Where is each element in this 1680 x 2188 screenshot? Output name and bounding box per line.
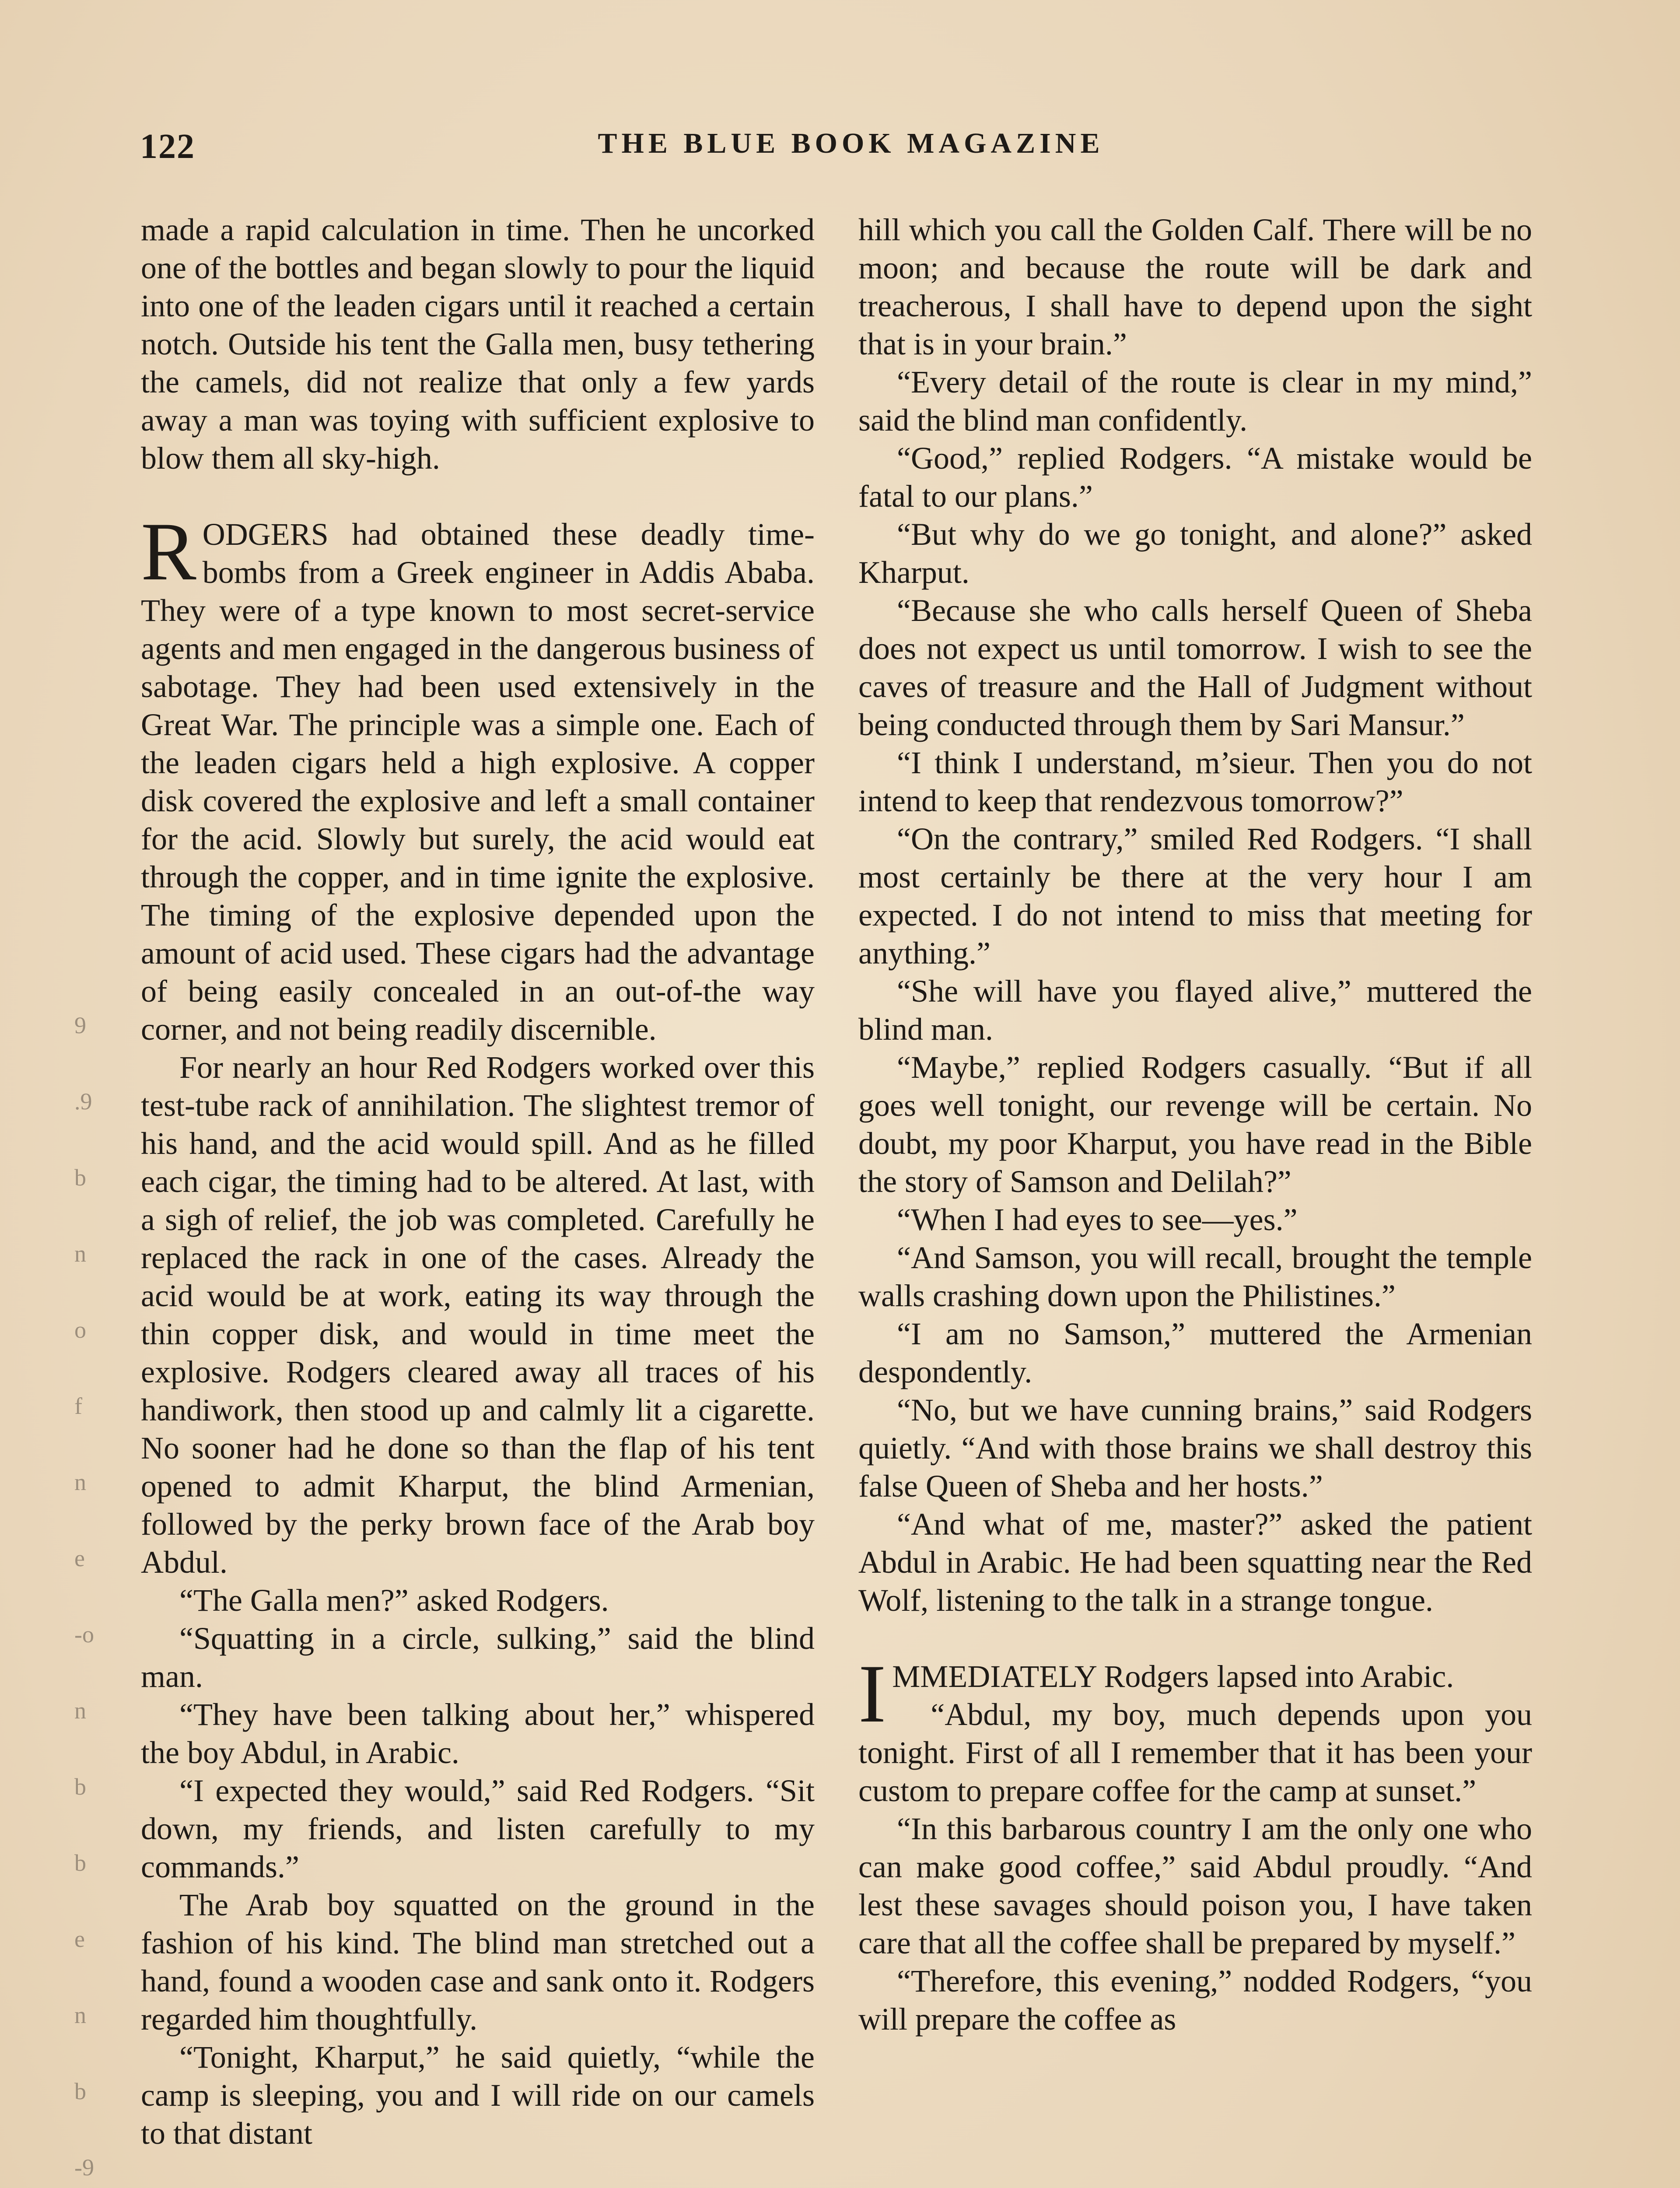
margin-mark: -9 bbox=[74, 2154, 94, 2181]
paragraph: “No, but we have cunning brains,” said Rodgers quietly. “And with those brains we shall destroy this false Queen of Sheba and her hosts.” bbox=[858, 1392, 1532, 1504]
paragraph: “And what of me, master?” asked the patient Abdul in Arabic. He had been squatting near the Red Wolf, listening to the talk in a strange tongue. bbox=[858, 1507, 1532, 1618]
paragraph-dropcap bbox=[141, 506, 815, 1048]
margin-mark: e bbox=[74, 1926, 85, 1952]
margin-mark: n bbox=[74, 1241, 86, 1267]
margin-mark: .9 bbox=[74, 1088, 92, 1115]
margin-mark: -o bbox=[74, 1621, 94, 1648]
margin-mark: o bbox=[74, 1317, 86, 1343]
paragraph: “I think I understand, m’sieur. Then you do not intend to keep that rendezvous tomorrow?” bbox=[858, 745, 1532, 818]
margin-mark: b bbox=[74, 1774, 86, 1800]
margin-mark: n bbox=[74, 1697, 86, 1724]
paragraph: For nearly an hour Red Rodgers worked over this test-tube rack of annihilation. The slightest tremor of his hand, and the acid would spill. And as he filled each cigar, the timing had to be altered. At last, with a sigh of relief, the job was completed. Carefully he replaced the rack in one of the cases. Already the acid would be at work, eating its way through the thin copper disk, and would in time meet the explosive. Rodgers cleared away all traces of his handiwork, then stood up and calmly lit a cigarette. No sooner had he done so than the flap of his tent opened to admit Kharput, the blind Armenian, followed by the perky brown face of the Arab boy Abdul. bbox=[141, 1050, 815, 1580]
margin-mark: n bbox=[74, 1469, 86, 1495]
paragraph: “Abdul, my boy, much depends upon you tonight. First of all I remember that it has been your custom to prepare coffee for the camp at sunset.” bbox=[858, 1697, 1532, 1808]
page-number: 122 bbox=[140, 127, 195, 166]
right-column bbox=[858, 211, 1532, 2038]
paragraph: “Good,” replied Rodgers. “A mistake would be fatal to our plans.” bbox=[858, 441, 1532, 514]
dropcap: I bbox=[858, 1648, 886, 1740]
margin-mark: b bbox=[74, 1164, 86, 1191]
margin-bleed-marks bbox=[74, 1006, 118, 2188]
page-header bbox=[140, 127, 1562, 179]
paragraph: The Arab boy squatted on the ground in the fashion of his kind. The blind man stretched out a hand, found a wooden case and sank onto it. Rodgers regarded him thoughtfully. bbox=[141, 1887, 815, 2037]
paragraph: “I am no Samson,” muttered the Armenian despondently. bbox=[858, 1316, 1532, 1389]
paragraph: “In this barbarous country I am the only one who can make good coffee,” said Abdul proudly. “And lest these savages should poison you, I have taken care that all the coffee shall be prepared by myself.” bbox=[858, 1811, 1532, 1960]
paragraph-text: MMEDIATELY Rodgers lapsed into Arabic. bbox=[892, 1659, 1454, 1694]
paragraph: “When I had eyes to see—yes.” bbox=[897, 1202, 1298, 1237]
margin-mark: b bbox=[74, 1850, 86, 1876]
paragraph: “Maybe,” replied Rodgers casually. “But if all goes well tonight, our revenge will be certain. No doubt, my poor Kharput, you have read in the Bible the story of Samson and Delilah?” bbox=[858, 1050, 1532, 1199]
paragraph: “The Galla men?” asked Rodgers. bbox=[179, 1583, 609, 1618]
left-column bbox=[141, 211, 815, 2153]
paragraph: “She will have you flayed alive,” muttered the blind man. bbox=[858, 974, 1532, 1047]
paragraph-text: ODGERS had obtained these deadly time-bombs from a Greek engineer in Addis Ababa. They were of a type known to most secret-service agents and men engaged in the dangerous business of sabotage. They had been used extensively in the Great War. The principle was a simple one. Each of the leaden cigars held a high explosive. A copper disk covered the explosive and left a small container for the acid. Slowly but surely, the acid would eat through the copper, and in time ignite the explosive. The timing of the explosive depended upon the amount of acid used. These cigars had the advantage of being easily concealed in an out-of-the way corner, and not being readily discernible. bbox=[141, 517, 815, 1047]
margin-mark: f bbox=[74, 1393, 82, 1419]
paragraph: “They have been talking about her,” whispered the boy Abdul, in Arabic. bbox=[141, 1697, 815, 1770]
paragraph: “Therefore, this evening,” nodded Rodgers, “you will prepare the coffee as bbox=[858, 1964, 1532, 2037]
paragraph: “I expected they would,” said Red Rodgers. “Sit down, my friends, and listen carefully to my commands.” bbox=[141, 1773, 815, 1884]
margin-mark: 9 bbox=[74, 1012, 86, 1038]
paragraph: “On the contrary,” smiled Red Rodgers. “I shall most certainly be there at the very hour I am expected. I do not intend to miss that meeting for anything.” bbox=[858, 821, 1532, 971]
margin-mark: b bbox=[74, 2078, 86, 2104]
paragraph: “Tonight, Kharput,” he said quietly, “while the camp is sleeping, you and I will ride on our camels to that distant bbox=[141, 2040, 815, 2151]
paragraph: “Every detail of the route is clear in my mind,” said the blind man confidently. bbox=[858, 365, 1532, 438]
paragraph: “Because she who calls herself Queen of Sheba does not expect us until tomorrow. I wish to see the caves of treasure and the Hall of Judgment without being conducted through them by Sari Mansur.” bbox=[858, 593, 1532, 742]
paragraph: made a rapid calculation in time. Then he uncorked one of the bottles and began slowly to pour the liquid into one of the leaden cigars until it reached a certain notch. Outside his tent the Galla men, busy tethering the camels, did not realize that only a few yards away a man was toying with sufficient explosive to blow them all sky-high. bbox=[141, 212, 815, 476]
paragraph-dropcap bbox=[858, 1648, 1532, 1740]
paragraph: hill which you call the Golden Calf. There will be no moon; and because the route will be dark and treacherous, I shall have to depend upon the sight that is in your brain.” bbox=[858, 212, 1532, 361]
paragraph: “Squatting in a circle, sulking,” said the blind man. bbox=[141, 1621, 815, 1694]
dropcap: R bbox=[141, 506, 196, 598]
running-head: THE BLUE BOOK MAGAZINE bbox=[598, 127, 1104, 159]
paragraph: “And Samson, you will recall, brought the temple walls crashing down upon the Philistines.” bbox=[858, 1240, 1532, 1313]
margin-mark: n bbox=[74, 2002, 86, 2028]
paragraph: “But why do we go tonight, and alone?” asked Kharput. bbox=[858, 517, 1532, 590]
margin-mark: e bbox=[74, 1545, 85, 1571]
